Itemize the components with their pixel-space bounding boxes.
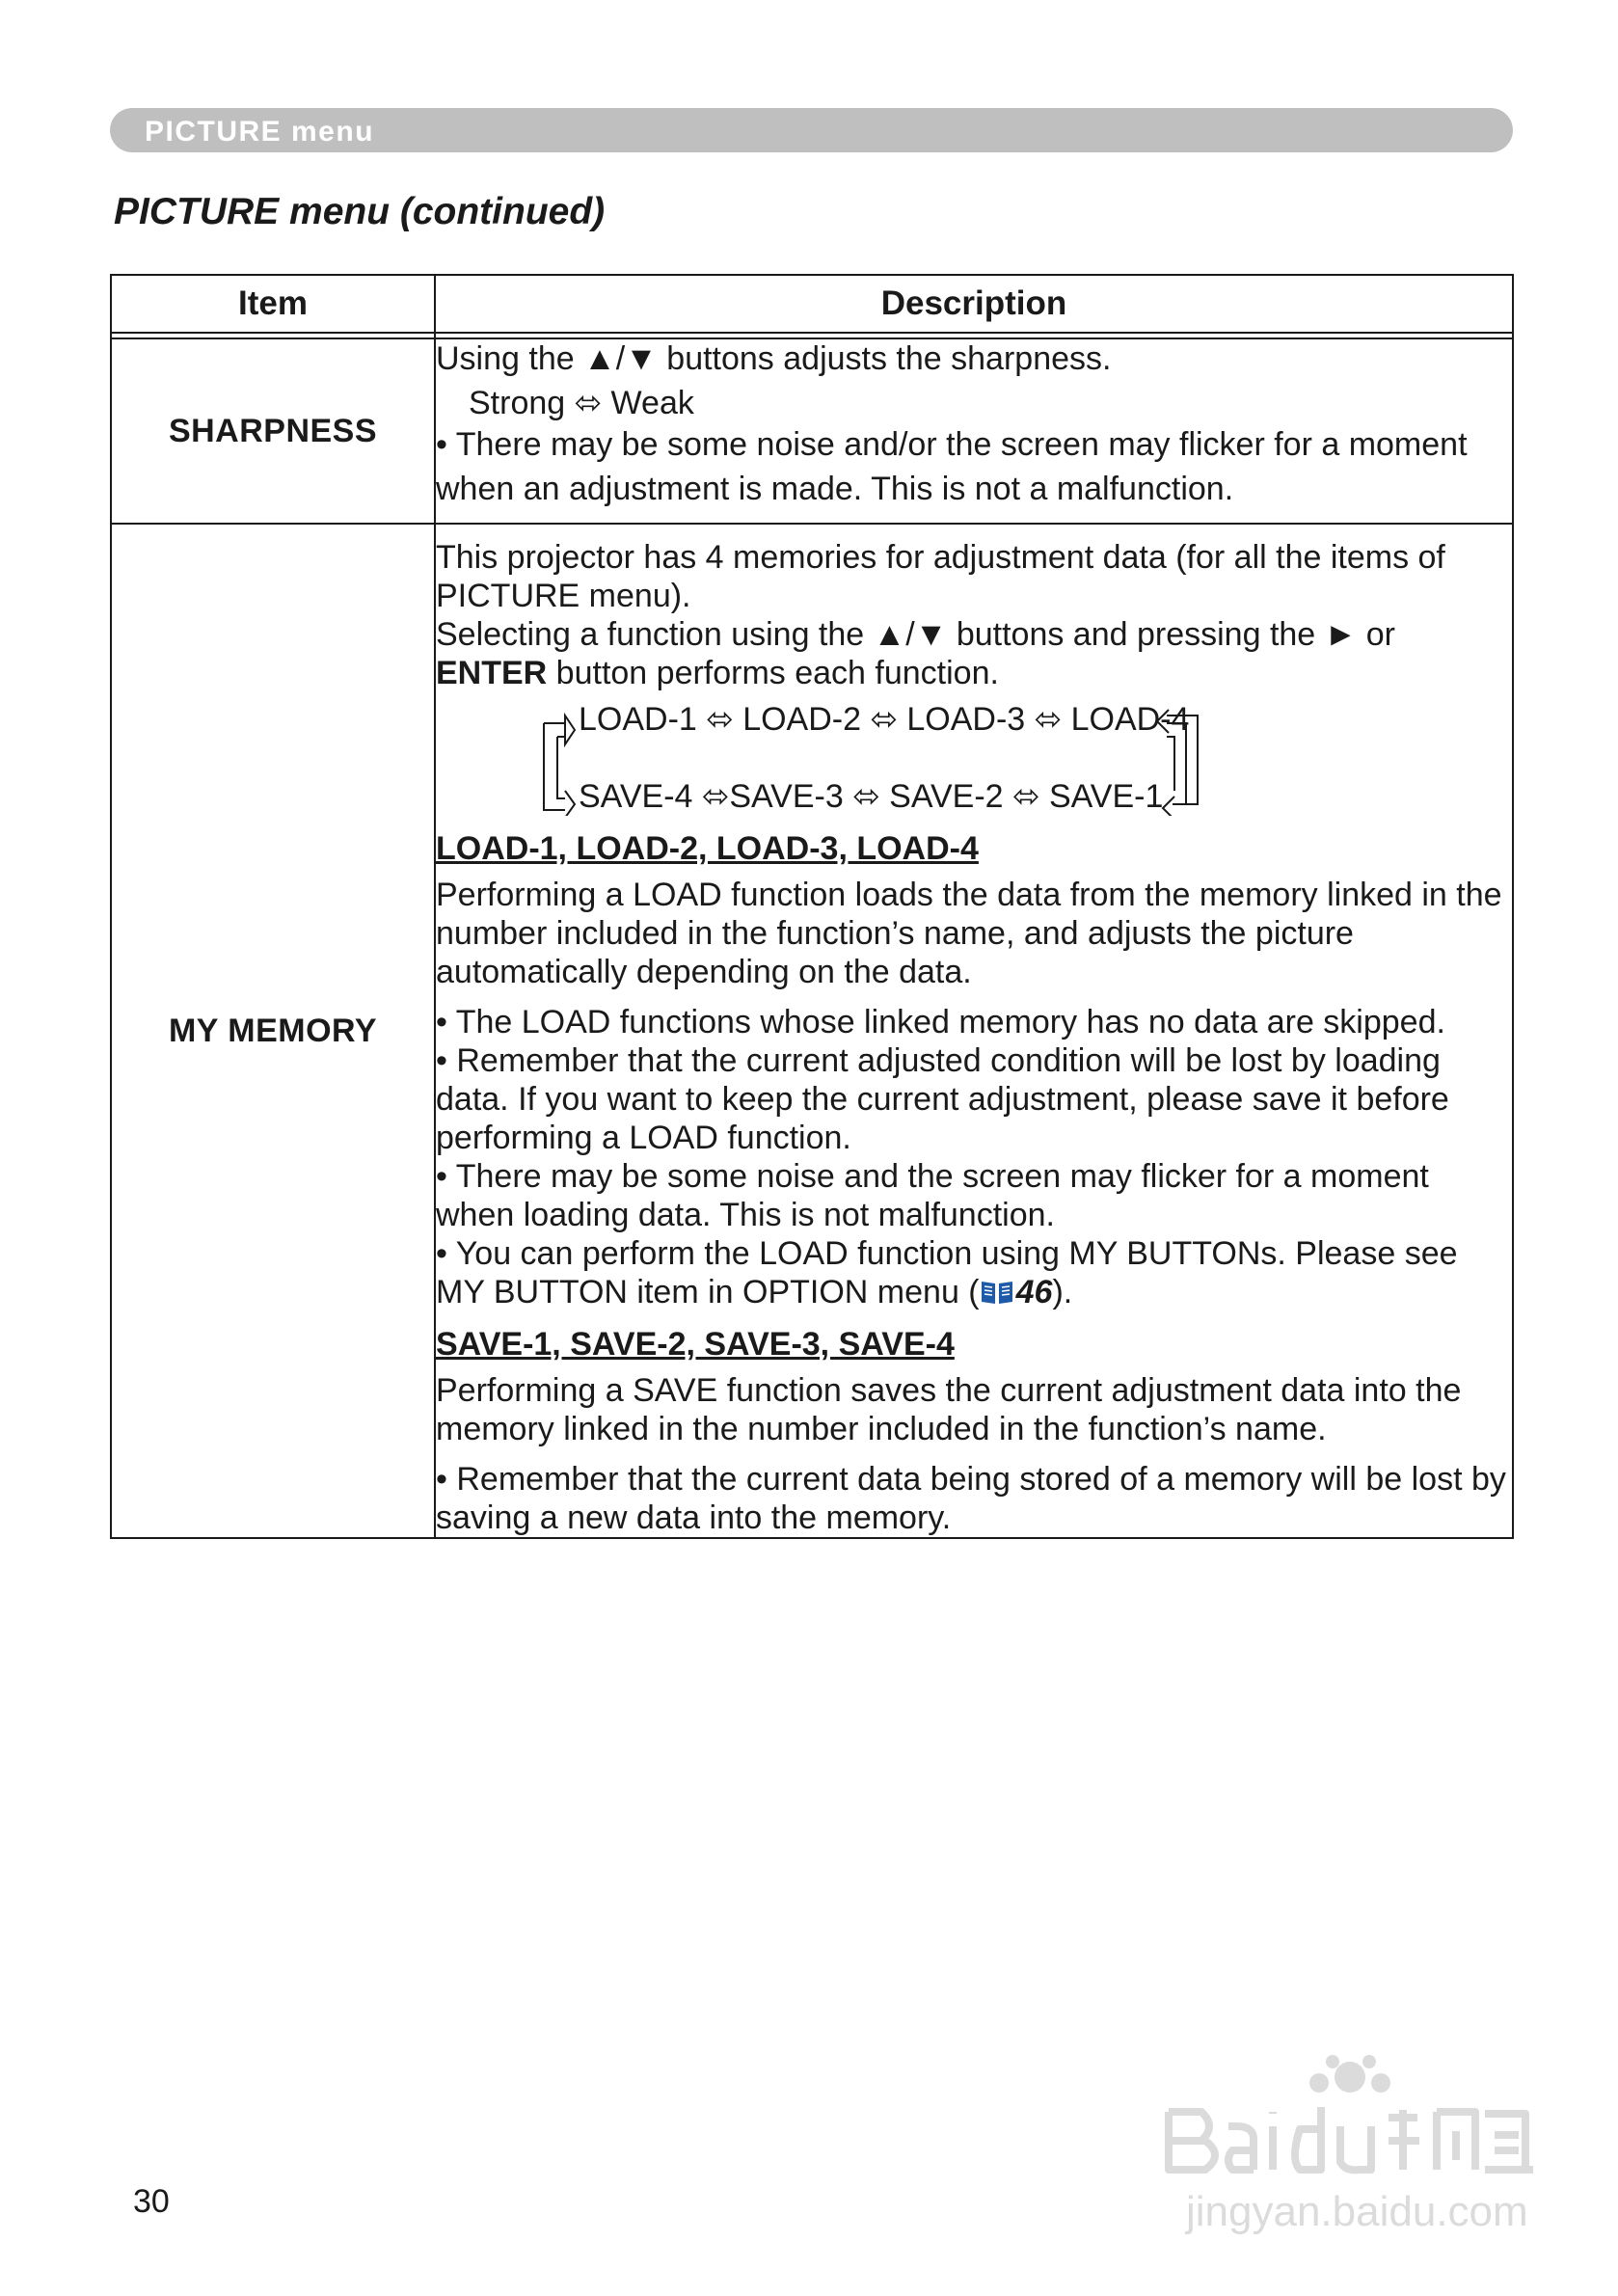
section-banner bbox=[110, 108, 1513, 152]
load-note-noise: • There may be some noise and the screen may flicker for a moment when loading data. This is not malfunction. bbox=[436, 1158, 1429, 1233]
load-cycle-row: LOAD-1 ⬄ LOAD-2 ⬄ LOAD-3 ⬄ LOAD-4 bbox=[579, 701, 1190, 738]
description-table bbox=[110, 274, 1514, 1539]
load-subheading: LOAD-1, LOAD-2, LOAD-3, LOAD-4 bbox=[436, 830, 979, 867]
sharpness-note: • There may be some noise and/or the screen may flicker for a moment when an adjustment is made. This is not a malfunction. bbox=[436, 426, 1468, 507]
memory-cycle-diagram bbox=[436, 698, 1512, 816]
load-note-mybutton: • You can perform the LOAD function using MY BUTTONs. Please see MY BUTTON item in OPTION menu ( 46). bbox=[436, 1235, 1458, 1310]
book-reference-icon bbox=[980, 1278, 1014, 1307]
description-sharpness bbox=[435, 338, 1513, 524]
item-my-memory: MY MEMORY bbox=[111, 524, 435, 1538]
save-cycle-row: SAVE-4 ⬄SAVE-3 ⬄ SAVE-2 ⬄ SAVE-1 bbox=[579, 778, 1164, 815]
save-subheading: SAVE-1, SAVE-2, SAVE-3, SAVE-4 bbox=[436, 1326, 955, 1363]
page-title: PICTURE menu (continued) bbox=[114, 191, 606, 232]
table-row-sharpness bbox=[111, 338, 1513, 524]
table-row-my-memory bbox=[111, 524, 1513, 1538]
save-description: Performing a SAVE function saves the current adjustment data into the memory linked in the number included in the function’s name. bbox=[436, 1372, 1462, 1447]
section-banner-label: PICTURE menu bbox=[145, 116, 375, 148]
enter-key-label: ENTER bbox=[436, 655, 548, 691]
save-note: • Remember that the current data being stored of a memory will be lost by saving a new data into the memory. bbox=[436, 1461, 1506, 1536]
watermark-url: jingyan.baidu.com bbox=[1186, 2188, 1528, 2235]
load-note-lost: • Remember that the current adjusted condition will be lost by loading data. If you want to keep the current adjustment, please save it before performing a LOAD function. bbox=[436, 1042, 1449, 1156]
column-header-description: Description bbox=[435, 275, 1513, 333]
table-header-row bbox=[111, 275, 1513, 333]
item-sharpness: SHARPNESS bbox=[111, 338, 435, 524]
page-number: 30 bbox=[133, 2183, 170, 2220]
load-note-skipped: • The LOAD functions whose linked memory has no data are skipped. bbox=[436, 1004, 1445, 1040]
description-my-memory bbox=[435, 524, 1513, 1538]
memory-intro: This projector has 4 memories for adjustment data (for all the items of PICTURE menu). bbox=[436, 539, 1445, 614]
load-description: Performing a LOAD function loads the data from the memory linked in the number included in the function’s name, and adjusts the picture automatically depending on the data. bbox=[436, 877, 1502, 990]
baidu-watermark-logo bbox=[1147, 2054, 1552, 2237]
page-reference[interactable]: 46 bbox=[1015, 1274, 1053, 1310]
column-header-item: Item bbox=[111, 275, 435, 333]
sharpness-line: Using the ▲/▼ buttons adjusts the sharpness. bbox=[436, 340, 1112, 377]
memory-selecting: Selecting a function using the ▲/▼ buttons and pressing the ► or ENTER button performs each function. bbox=[436, 616, 1395, 691]
sharpness-range: Strong ⬄ Weak bbox=[469, 385, 694, 421]
